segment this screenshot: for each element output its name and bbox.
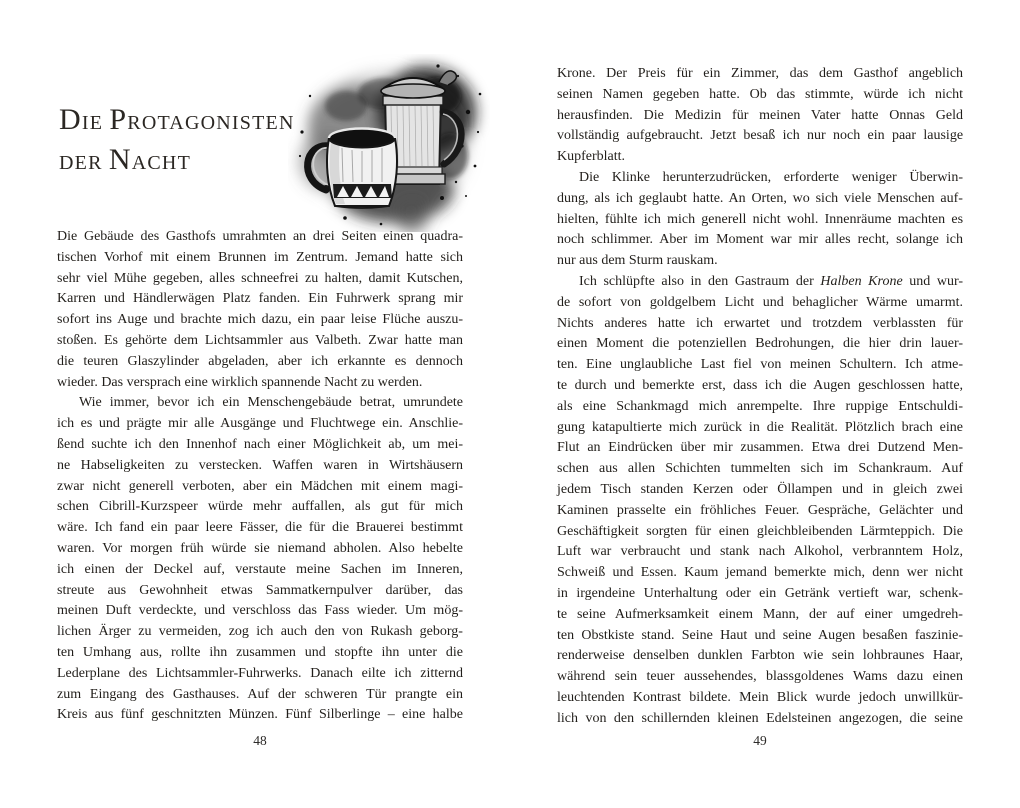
text-line: schen Cibrill-Kurzspeer würde mehr auffallen, als gut für mich [57,499,464,515]
text-line: tischen Vorhof mit einem Brunnen im Zentrum. Jemand hatte sich [57,249,463,265]
chapter-title-line-2: DER NACHT [59,143,191,176]
text-line: Krone. Der Preis für ein Zimmer, das dem Gasthof angeblich [557,66,964,81]
text-line: die teuren Glaszylinder abgeladen, aber ich erkannte es dennoch [57,353,464,369]
text-line: Lederplane des Lichtsammler-Fuhrwerks. Danach eilte ich zitternd [57,665,463,681]
text-line: ten. Eine unglaubliche Last fiel von meinen Schultern. Ich atme- [557,357,964,373]
text-line: ne Habseligkeiten zu verstecken. Waffen waren in Wirtshäusern [57,457,464,473]
text-line: Luft war verbraucht und stank nach Alkohol, verbranntem Holz, [557,544,964,560]
text-line: ich einen der Deckel auf, verstaute meine Sachen im Inneren, [57,561,464,577]
text-line: sehr viel Mühe gegeben, alles schneefrei zu halten, damit Kutschen, [57,270,463,286]
text-line: Ich schlüpfte also in den Gastraum der Halben Krone und wur- [579,273,964,289]
page-number-left: 48 [253,733,267,748]
text-line: waren. Vor morgen früh würde sie niemand abholen. Also hebelte [57,540,464,556]
text-line: Wie immer, bevor ich ein Menschengebäude betrat, umrundete [79,395,464,411]
chapter-title [59,102,295,182]
chapter-title-line-1: DIE PROTAGONISTEN [59,103,295,136]
text-line: Schweiß und Essen. Kaum jemand bemerkte mich, denn wer nicht [557,565,963,581]
text-line: Kupferblatt. [557,149,626,165]
text-line: in irgendeine Unterhaltung oder ein Getränk vertieft war, schenk- [557,585,963,601]
text-line: ßend suchte ich den Innenhof nach einer Möglichkeit ab, um mei- [57,436,464,452]
text-line: herausfinden. Die Medizin für meinen Vater hatte Onnas Geld [557,107,964,123]
text-line: sofort ins Auge und brachte mich dazu, ein paar leise Flüche auszu- [57,312,464,328]
text-line: stoßen. Es gehörte dem Lichtsammler aus Valbeth. Zwar hatte man [57,332,463,348]
text-line: einen Moment die potenziellen Bedrohungen, die hier drin lauer- [557,336,963,352]
left-page-text [57,227,463,726]
right-page-text [557,64,963,730]
text-line: dung, als ich geglaubt hatte. An Orten, wo sich viele Menschen auf- [557,190,963,206]
paragraph [557,168,963,272]
text-line: lich von den schillernden kleinen Edelsteinen angezogen, die seine [557,710,963,726]
text-line: leuchtenden Kontrast bildete. Mein Blick wurde jedoch unwillkür- [557,689,963,705]
text-line: während sein teuer aussehendes, blassgoldenes Wams dazu einen [557,669,963,685]
paragraph [57,227,463,393]
text-line: Flut an Eindrücken über mir zusammen. Etwa drei Dutzend Men- [557,440,964,456]
text-line: schen aus allen Schichten tummelten sich im Schankraum. Auf [557,461,963,477]
tankards-illustration-icon [288,54,490,232]
text-line: Die Gebäude des Gasthofs umrahmten an drei Seiten einen quadra- [57,229,464,244]
text-line: Karren und Händlerwägen Platz fanden. Ein Fuhrwerk sprang mir [57,291,464,307]
text-line: te durch und bemerkte erst, dass ich die Augen geschlossen hatte, [557,377,964,393]
page-number-right: 49 [753,733,767,748]
paragraph [57,393,463,726]
text-line: renderweise denselben dunklen Farbton wie sein lohbraunes Haar, [557,648,963,664]
text-line: noch schlimmer. Aber im Moment war mir alles recht, solange ich [557,232,964,248]
page-right [557,0,963,808]
text-line: zum Eingang des Gasthauses. Auf der schweren Tür prangte ein [57,686,463,702]
text-line: ten Umhang aus, rollte ihn zusammen und stopfte ihn unter die [57,644,463,660]
paragraph [557,64,963,168]
text-line: als eine Schankmagd mich anrempelte. Ihre ruppige Entschuldi- [557,398,963,414]
text-line: lichen Ärger zu vermeiden, zog ich auch den von Rukash geborg- [57,624,463,640]
text-line: wäre. Ich fand ein paar leere Fässer, die für die Brauerei bestimmt [57,520,463,536]
paragraph [557,272,963,730]
text-line: gung katapultierte mich zurück in die Realität. Plötzlich brach eine [557,419,963,435]
text-line: Kreis aus fünf geschnitzten Münzen. Fünf Silberlinge – eine halbe [57,707,463,723]
text-line: zwar nicht generell verboten, aber ein Mädchen mit einem magi- [57,478,464,494]
text-line: nur aus dem Sturm rauskam. [557,253,718,269]
text-line: seinen Namen gegeben hatte. Ob das stimmte, würde ich nicht [557,86,964,102]
text-line: jedem Tisch standen Kerzen oder Öllampen und in gleich zwei [557,481,964,497]
text-line: hielten, fühlte ich mich generell nicht wohl. Innenräume machten es [557,211,964,227]
text-line: wieder. Das versprach eine wirklich spannende Nacht zu werden. [57,374,423,390]
page-left [57,0,463,808]
text-line: meinen Duft verdeckte, und verschloss das Fass wieder. Um mög- [57,603,463,619]
text-line: vollständig aufgebraucht. Jetzt besaß ich nur noch ein paar lausige [557,128,964,144]
text-line: ich es und prägte mir alle Ausgänge und Fluchtwege ein. Anschlie- [57,416,463,432]
text-line: de sofort von goldgelbem Licht und behaglicher Wärme umarmt. [557,294,963,310]
text-line: ten Obstkiste stand. Seine Haut und seine Augen besaßen faszinie- [557,627,964,643]
text-line: Nichts anderes hatte ich erwartet und trotzdem verblassten für [557,315,964,331]
text-line: streute aus Gewohnheit etwas Sammatkernpulver darüber, das [57,582,464,598]
text-line: te seine Aufmerksamkeit einem Mann, der auf einer umgedreh- [557,606,963,622]
text-line: Geschäftigkeit sorgten für einen gleichbleibenden Lärmteppich. Die [557,523,964,539]
text-line: Kaminen prasselte ein fröhliches Feuer. Gespräche, Gelächter und [557,502,964,518]
text-line: Die Klinke herunterzudrücken, erforderte weniger Überwin- [579,169,963,185]
